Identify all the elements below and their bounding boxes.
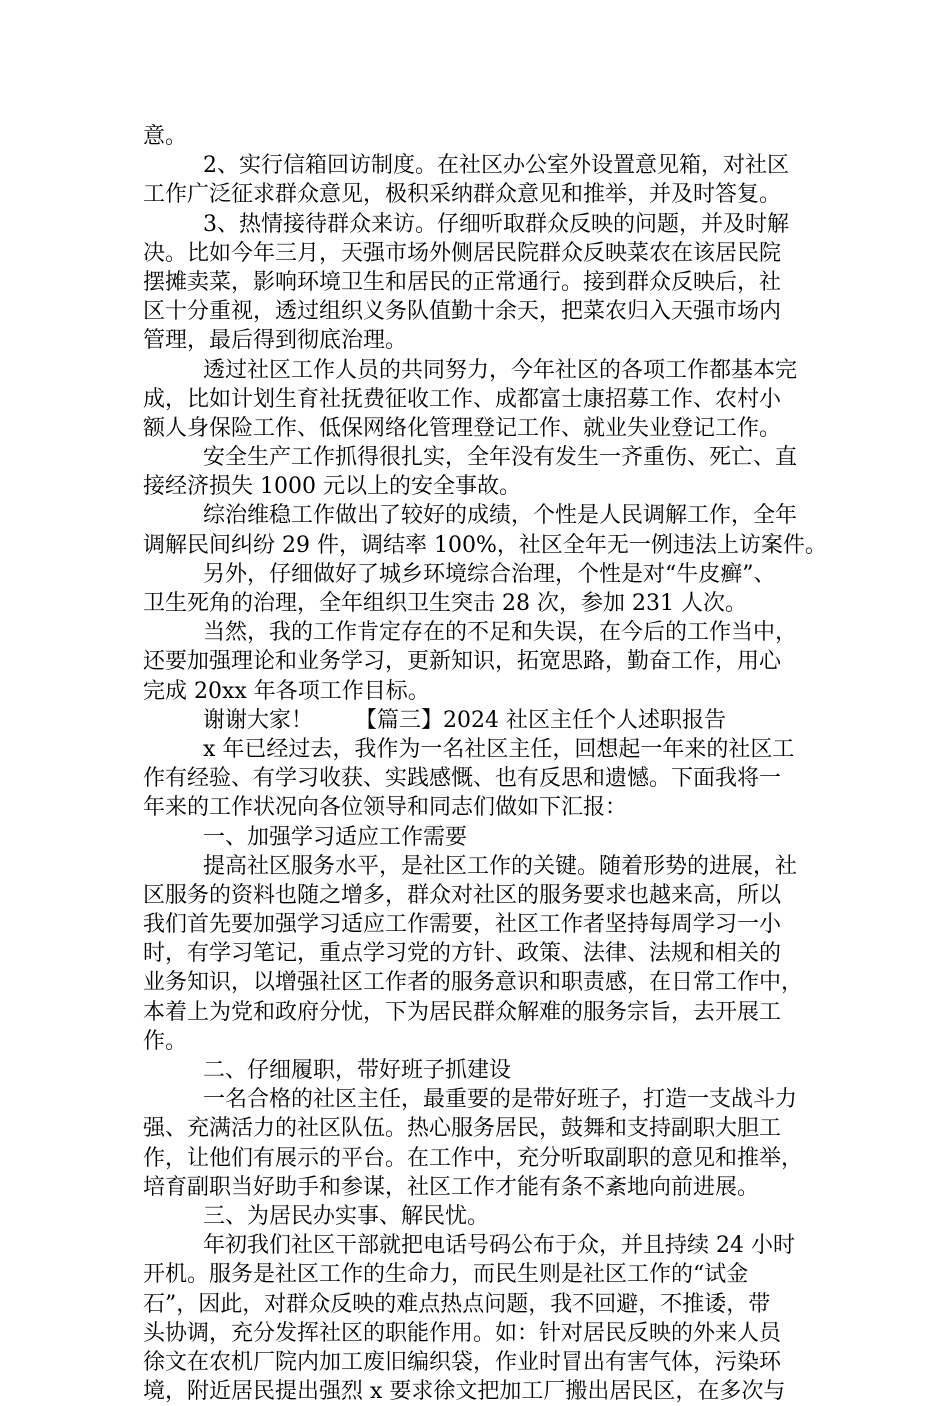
line-text: 一、加强学习适应工作需要: [203, 824, 468, 850]
text-line: [143, 618, 807, 647]
line-text: 摆摊卖菜，影响环境卫生和居民的正常通行。接到群众反映后，社: [143, 269, 782, 295]
text-line: [143, 326, 807, 355]
line-text: x 年已经过去，我作为一名社区主任，回想起一年来的社区工: [203, 736, 795, 762]
text-line: [143, 881, 807, 910]
text-line: [143, 151, 807, 180]
text-line: [143, 385, 807, 414]
line-text: 年来的工作状况向各位领导和同志们做如下汇报：: [143, 795, 628, 821]
text-line: [143, 910, 807, 939]
text-line: [143, 998, 807, 1027]
line-text: 区服务的资料也随之增多，群众对社区的服务要求也越来高，所以: [143, 882, 782, 908]
text-line: [143, 531, 827, 560]
text-line: [143, 1260, 807, 1289]
text-line: [143, 472, 807, 501]
line-text: 作。: [143, 1028, 188, 1054]
line-text: 一名合格的社区主任，最重要的是带好班子，打造一支战斗力: [203, 1087, 798, 1113]
text-line: [143, 239, 807, 268]
line-text: 额人身保险工作、低保网络化管理登记工作、就业失业登记工作。: [143, 415, 782, 441]
text-line: [143, 852, 807, 881]
line-text: 完成 20xx 年各项工作目标。: [143, 678, 430, 704]
line-text: 强、充满活力的社区队伍。热心服务居民，鼓舞和支持副职大胆工: [143, 1116, 782, 1142]
line-text: 三、为居民办实事、解民忧。: [203, 1203, 490, 1229]
line-text: 头协调，充分发挥社区的职能作用。如：针对居民反映的外来人员: [143, 1320, 782, 1346]
line-text: 当然，我的工作肯定存在的不足和失误，在今后的工作当中，: [203, 620, 798, 646]
text-line: [143, 1377, 807, 1406]
text-line: [143, 1114, 807, 1143]
text-line: [143, 677, 807, 706]
text-line: [143, 1290, 807, 1319]
line-text: 综治维稳工作做出了较好的成绩，个性是人民调解工作，全年: [203, 503, 798, 529]
text-line: [143, 414, 807, 443]
text-line: [143, 647, 807, 676]
line-text: 还要加强理论和业务学习，更新知识，拓宽思路，勤奋工作，用心: [143, 649, 782, 675]
text-line: [143, 939, 807, 968]
line-text: 开机。服务是社区工作的生命力，而民生则是社区工作的“试金: [143, 1262, 749, 1288]
line-text: 工作广泛征求群众意见，极积采纳群众意见和推举，并及时答复。: [143, 182, 782, 208]
text-line: [143, 443, 807, 472]
text-line: [143, 1231, 807, 1260]
line-text: 决。比如今年三月，天强市场外侧居民院群众反映菜农在该居民院: [143, 240, 782, 266]
text-line: [143, 180, 807, 209]
line-text: 二、仔细履职，带好班子抓建设: [203, 1058, 512, 1083]
line-text: 时，有学习笔记，重点学习党的方针、政策、法律、法规和相关的: [143, 941, 782, 967]
line-text: 另外，仔细做好了城乡环境综合治理，个性是对“牛皮癣”、: [203, 561, 776, 587]
text-line: [143, 297, 807, 326]
text-line: [143, 706, 807, 735]
text-line: [143, 1348, 807, 1377]
line-text: 区十分重视，透过组织义务队值勤十余天，把菜农归入天强市场内: [143, 299, 782, 325]
line-text: 本着上为党和政府分忧，下为居民群众解难的服务宗旨，去开展工: [143, 999, 782, 1025]
line-text: 安全生产工作抓得很扎实，全年没有发生一齐重伤、死亡、直: [203, 445, 798, 471]
line-text: 石”，因此，对群众反映的难点热点问题，我不回避，不推诿，带: [143, 1291, 771, 1317]
text-line: [143, 1027, 807, 1056]
line-text: 徐文在农机厂院内加工废旧编织袋，作业时冒出有害气体，污染环: [143, 1349, 782, 1375]
line-text: 年初我们社区干部就把电话号码公布于众，并且持续 24 小时: [203, 1233, 795, 1259]
line-text: 培育副职当好助手和参谋，社区工作才能有条不紊地向前进展。: [143, 1174, 760, 1200]
line-text: 2、实行信箱回访制度。在社区办公室外设置意见箱，对社区: [203, 153, 789, 179]
text-line: [143, 1056, 807, 1085]
text-line: [143, 356, 807, 385]
line-text: 管理，最后得到彻底治理。: [143, 328, 408, 354]
line-text: 3、热情接待群众来访。仔细听取群众反映的问题，并及时解: [203, 211, 789, 237]
line-text: 作有经验、有学习收获、实践感慨、也有反思和遗憾。下面我将一: [143, 766, 782, 792]
text-line: [143, 968, 807, 997]
line-text: 境，附近居民提出强烈 x 要求徐文把加工厂搬出居民区，在多次与: [143, 1379, 786, 1405]
text-line: [143, 1144, 807, 1173]
document-body: [143, 122, 827, 1406]
text-line: [143, 1202, 807, 1231]
text-line: [143, 793, 807, 822]
text-line: [143, 823, 807, 852]
line-text: 业务知识，以增强社区工作者的服务意识和职责感，在日常工作中，: [143, 970, 804, 996]
line-text: 透过社区工作人员的共同努力，今年社区的各项工作都基本完: [203, 357, 798, 383]
text-line: [143, 210, 807, 239]
text-line: [143, 268, 807, 297]
line-text: 谢谢大家！: [203, 707, 314, 733]
text-line: [143, 1085, 807, 1114]
text-line: [143, 735, 807, 764]
section-heading: 【篇三】2024 社区主任个人述职报告: [355, 707, 726, 733]
line-text: 我们首先要加强学习适应工作需要，社区工作者坚持每周学习一小: [143, 912, 782, 938]
text-line: [143, 589, 807, 618]
line-text: 调解民间纠纷 29 件，调结率 100%，社区全年无一例违法上访案件。: [143, 532, 827, 558]
line-text: 成，比如计划生育社抚费征收工作、成都富士康招募工作、农村小: [143, 386, 782, 412]
line-text: 意。: [143, 124, 188, 149]
line-text: 作，让他们有展示的平台。在工作中，充分听取副职的意见和推举，: [143, 1145, 804, 1171]
text-line: [143, 764, 807, 793]
text-line: [143, 560, 807, 589]
text-line: [143, 501, 807, 530]
line-text: 提高社区服务水平，是社区工作的关键。随着形势的进展，社: [203, 853, 798, 879]
line-text: 接经济损失 1000 元以上的安全事故。: [143, 474, 521, 500]
text-line: [143, 122, 807, 151]
text-line: [143, 1173, 807, 1202]
text-line: [143, 1319, 807, 1348]
line-text: 卫生死角的治理，全年组织卫生突击 28 次，参加 231 人次。: [143, 591, 747, 616]
